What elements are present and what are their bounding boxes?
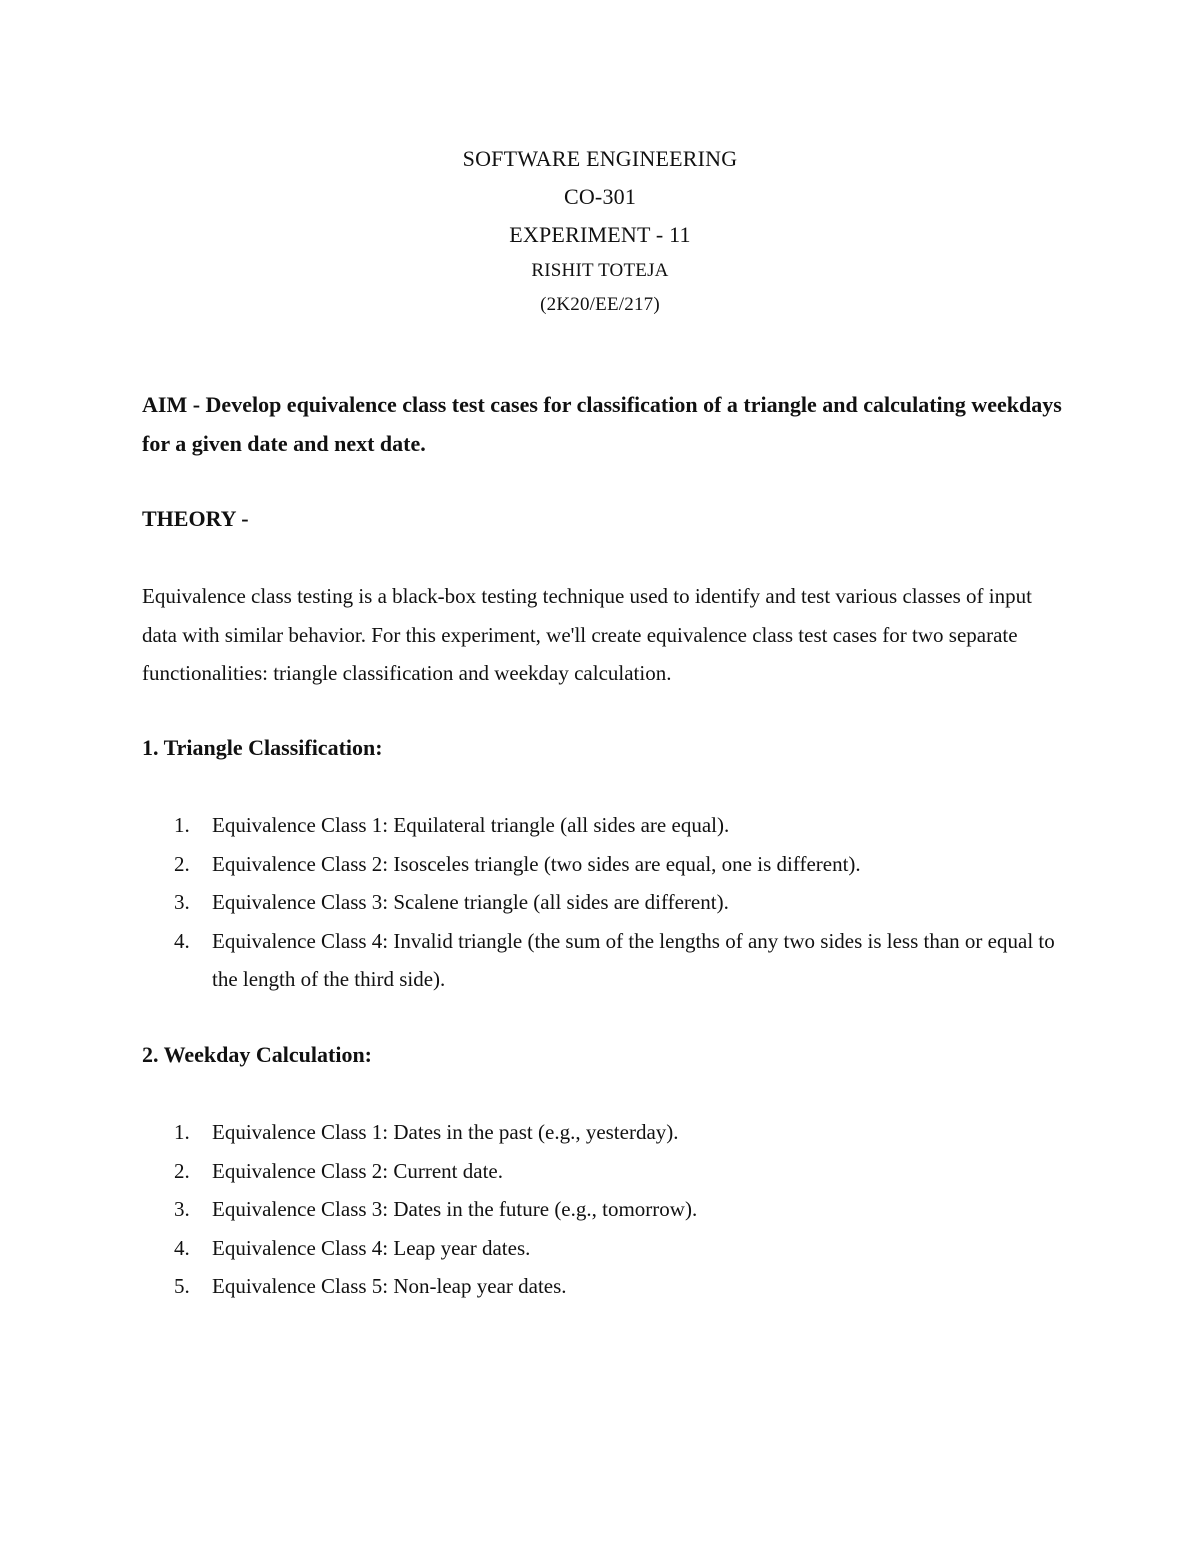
course-code: CO-301	[563, 184, 637, 209]
roll-number: (2K20/EE/217)	[540, 294, 660, 315]
theory-paragraph: Equivalence class testing is a black-box testing technique used to identify and test various classes of input data with similar behavior. For this experiment, we'll create equivalence class test cases for two separate functionalities: triangle classification and weekday calculation.	[142, 584, 1032, 685]
list-text: Equivalence Class 5: Non-leap year dates.	[212, 1274, 567, 1298]
list-number: 1.	[174, 1120, 190, 1144]
list-item	[142, 1152, 1062, 1191]
list-number: 4.	[174, 1235, 190, 1260]
list-item	[142, 845, 1062, 884]
triangle-section-heading: 1. Triangle Classification:	[142, 735, 383, 760]
list-number: 1.	[174, 813, 190, 837]
list-item	[142, 1267, 1062, 1306]
list-number: 3.	[174, 890, 190, 914]
weekday-class-list	[142, 1113, 1062, 1306]
list-text: Equivalence Class 1: Dates in the past (e.g., yesterday).	[212, 1120, 679, 1144]
triangle-class-list	[142, 806, 1062, 999]
list-number: 5.	[174, 1274, 190, 1298]
course-title: SOFTWARE ENGINEERING	[462, 146, 738, 171]
list-item	[142, 806, 1062, 845]
list-item	[142, 1190, 1062, 1229]
theory-heading: THEORY -	[142, 506, 249, 531]
list-number: 3.	[174, 1197, 190, 1221]
list-number: 4.	[174, 928, 190, 953]
list-item	[142, 883, 1062, 922]
experiment-title: EXPERIMENT - 11	[509, 222, 691, 247]
weekday-section-heading: 2. Weekday Calculation:	[142, 1042, 373, 1067]
list-text: Equivalence Class 3: Dates in the future (e.g., tomorrow).	[212, 1197, 698, 1221]
list-item	[142, 1229, 1062, 1268]
list-text: Equivalence Class 3: Scalene triangle (all sides are different).	[212, 890, 729, 914]
list-text: Equivalence Class 4: Leap year dates.	[212, 1235, 531, 1260]
document-header	[0, 140, 1200, 322]
list-text: Equivalence Class 2: Current date.	[212, 1158, 503, 1183]
student-name: RISHIT TOTEJA	[531, 260, 669, 281]
list-item	[142, 922, 1062, 999]
list-text: Equivalence Class 4: Invalid triangle (the sum of the lengths of any two sides is less than or equal to the length of the third side).	[212, 928, 1055, 991]
list-item	[142, 1113, 1062, 1152]
list-text: Equivalence Class 2: Isosceles triangle (two sides are equal, one is different).	[212, 851, 861, 876]
aim-statement: AIM - Develop equivalence class test cases for classification of a triangle and calculating weekdays for a given date and next date.	[142, 392, 1062, 456]
list-number: 2.	[174, 851, 190, 876]
list-text: Equivalence Class 1: Equilateral triangle (all sides are equal).	[212, 813, 730, 837]
list-number: 2.	[174, 1158, 190, 1183]
